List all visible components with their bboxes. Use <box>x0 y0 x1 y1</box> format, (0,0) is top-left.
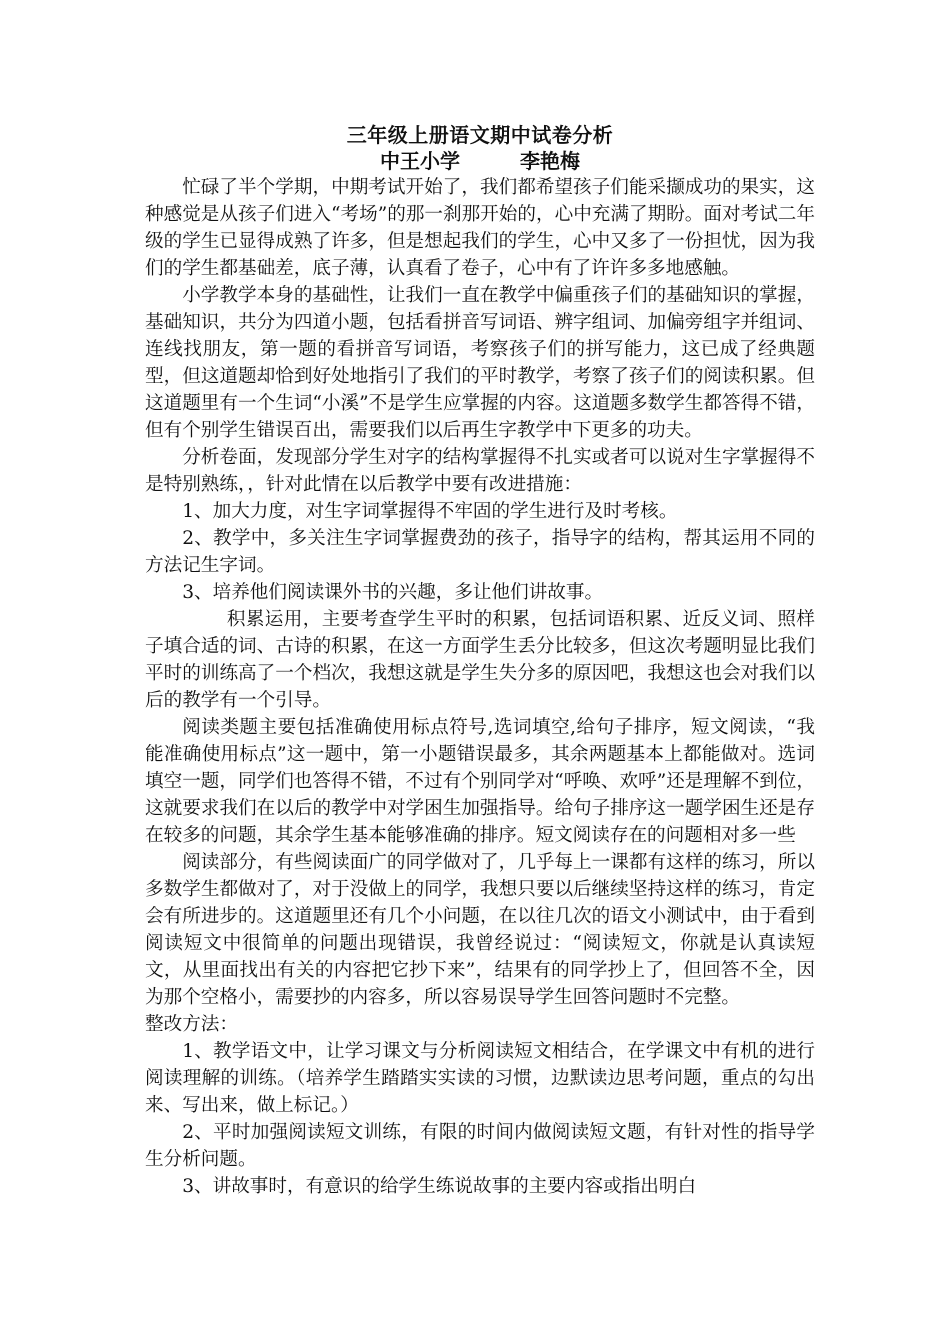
measure-item-2: 2、教学中，多关注生字词掌握费劲的孩子，指导字的结构，帮其运用不同的方法记生字词。 <box>145 528 815 576</box>
rectification-item-2: 2、平时加强阅读短文训练，有限的时间内做阅读短文题，有针对性的指导学生分析问题。 <box>145 1122 815 1170</box>
rectification-item-3: 3、讲故事时，有意识的给学生练说故事的主要内容或指出明白 <box>182 1176 697 1197</box>
author-name: 李艳梅 <box>520 149 580 173</box>
measure-item-3: 3、培养他们阅读课外书的兴趣，多让他们讲故事。 <box>182 582 604 603</box>
paragraph-accumulation: 积累运用，主要考查学生平时的积累，包括词语积累、近反义词、照样子填合适的词、古诗的积累，在这一方面学生丢分比较多，但这次考题明显比我们平时的训练高了一个档次，我想这就是学生失分多的原因吧，我想这也会对我们以后的教学有一个引导。 <box>145 609 815 711</box>
paragraph-analysis: 分析卷面，发现部分学生对字的结构掌握得不扎实或者可以说对生字掌握得不是特别熟练，，针对此情在以后教学中要有改进措施： <box>145 447 815 495</box>
rectification-item-1: 1、教学语文中，让学习课文与分析阅读短文相结合，在学课文中有机的进行阅读理解的训练。（培养学生踏踏实实读的习惯，边默读边思考问题，重点的勾出来、写出来，做上标记。） <box>145 1041 815 1116</box>
document-page <box>145 122 815 1200</box>
document-title: 三年级上册语文期中试卷分析 <box>346 123 614 147</box>
paragraph-intro: 忙碌了半个学期，中期考试开始了，我们都希望孩子们能采撷成功的果实，这种感觉是从孩子们进入“考场”的那一刹那开始的，心中充满了期盼。面对考试二年级的学生已显得成熟了许多，但是想起我们的学生，心中又多了一份担忧，因为我们的学生都基础差，底子薄，认真看了卷子，心中有了许许多多地感触。 <box>145 177 815 279</box>
paragraph-basics: 小学教学本身的基础性，让我们一直在教学中偏重孩子们的基础知识的掌握，基础知识，共分为四道小题，包括看拼音写词语、辨字组词、加偏旁组字并组词、连线找朋友，第一题的看拼音写词语，考察孩子们的拼写能力，这已成了经典题型，但这道题却恰到好处地指引了我们的平时教学，考察了孩子们的阅读积累。但这道题里有一个生词“小溪”不是学生应掌握的内容。这道题多数学生都答得不错，但有个别学生错误百出，需要我们以后再生字教学中下更多的功夫。 <box>145 285 815 441</box>
school-name: 中王小学 <box>380 149 460 173</box>
rectification-heading: 整改方法： <box>145 1014 238 1035</box>
author-line <box>145 148 815 174</box>
paragraph-reading-part: 阅读部分，有些阅读面广的同学做对了，几乎每上一课都有这样的练习，所以多数学生都做对了，对于没做上的同学，我想只要以后继续坚持这样的练习，肯定会有所进步的。这道题里还有几个小问题，在以往几次的语文小测试中，由于看到阅读短文中很简单的问题出现错误，我曾经说过：“阅读短文，你就是认真读短文，从里面找出有关的内容把它抄下来”，结果有的同学抄上了，但回答不全，因为那个空格小，需要抄的内容多，所以容易误导学生回答问题时不完整。 <box>145 852 815 1008</box>
measure-item-1: 1、加大力度，对生字词掌握得不牢固的学生进行及时考核。 <box>182 501 678 522</box>
paragraph-reading-types: 阅读类题主要包括准确使用标点符号,选词填空,给句子排序，短文阅读，“我能准确使用标点”这一题中，第一小题错误最多，其余两题基本上都能做对。选词填空一题，同学们也答得不错，不过有个别同学对“呼唤、欢呼”还是理解不到位，这就要求我们在以后的教学中对学困生加强指导。给句子排序这一题学困生还是存在较多的问题，其余学生基本能够准确的排序。短文阅读存在的问题相对多一些 <box>145 717 815 846</box>
